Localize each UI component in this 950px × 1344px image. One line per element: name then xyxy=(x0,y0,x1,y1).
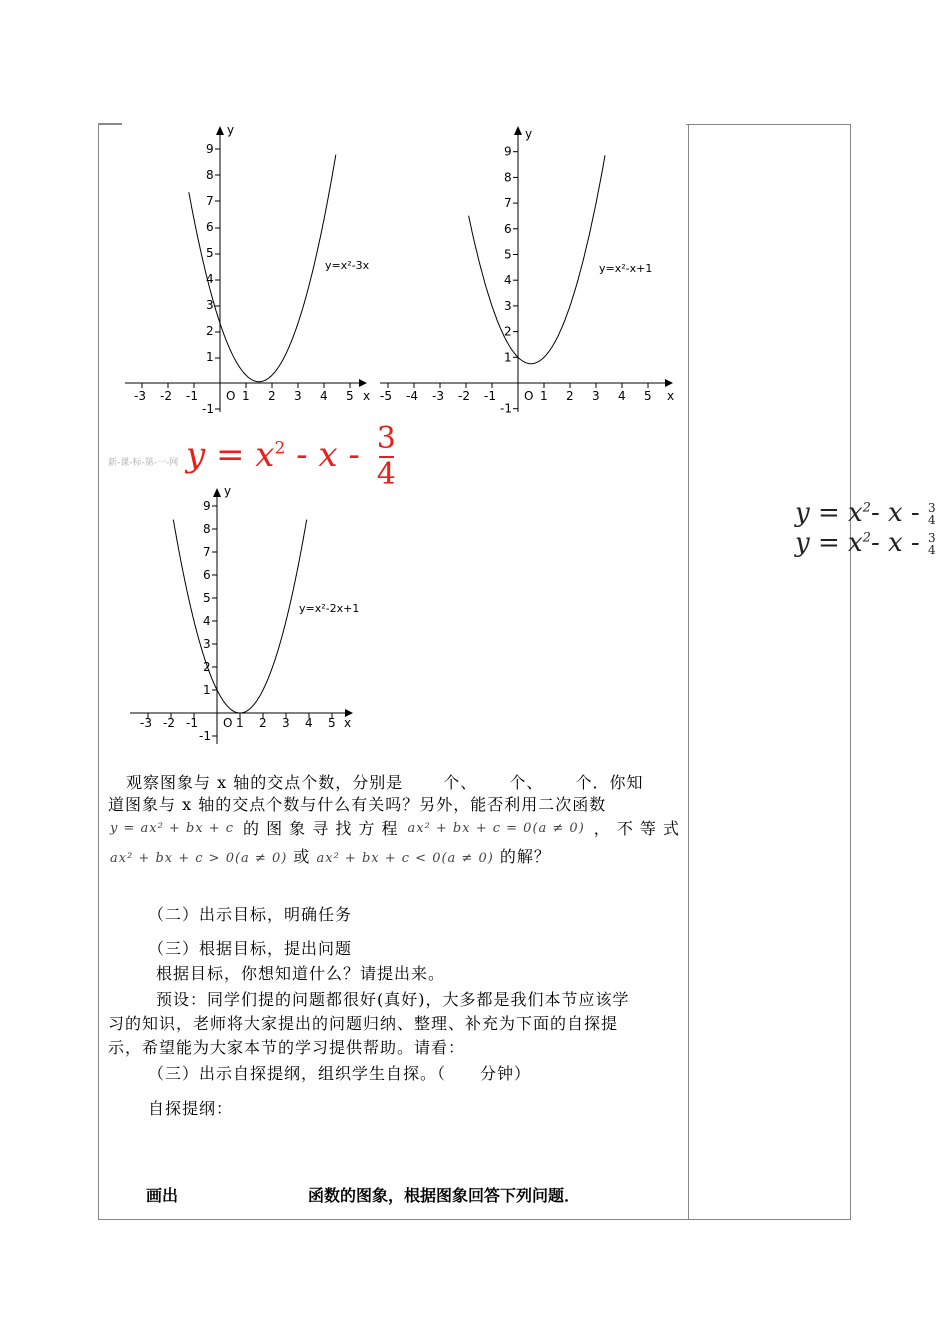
graph-3 xyxy=(125,484,365,754)
x-tick-label: -2 xyxy=(458,389,470,403)
line-text: ， 不 等 式 xyxy=(593,819,680,838)
y-tick-label: 3 xyxy=(504,298,512,313)
column-divider xyxy=(688,124,689,1220)
y-tick-label: 5 xyxy=(206,246,214,260)
y-tick-label: 9 xyxy=(203,499,211,513)
y-tick-label: 2 xyxy=(206,324,214,338)
top-border-right xyxy=(686,124,689,125)
formula-mid: - x - xyxy=(285,435,371,475)
x-axis-label: x xyxy=(667,389,675,403)
formula-exponent: 2 xyxy=(274,438,286,459)
side-formula-exp: 2 xyxy=(862,500,871,516)
x-tick-label: 3 xyxy=(282,716,290,730)
x-tick-label: 1 xyxy=(242,389,250,403)
x-tick-label: -3 xyxy=(140,716,152,730)
x-tick-label: 4 xyxy=(305,716,313,730)
y-tick-label: 4 xyxy=(504,273,512,288)
x-tick-label: 2 xyxy=(566,389,574,403)
draw-label-right: 函数的图象，根据图象回答下列问题． xyxy=(308,1186,581,1205)
y-tick-label: 4 xyxy=(206,272,214,286)
x-tick-label: 1 xyxy=(236,716,244,730)
y-tick-label: 7 xyxy=(203,545,211,559)
graph-label: y=x²-2x+1 xyxy=(299,602,360,615)
x-tick-label: -2 xyxy=(160,389,172,403)
highlighted-formula xyxy=(186,422,396,492)
y-tick-label: 2 xyxy=(504,324,512,339)
y-tick-label: 5 xyxy=(203,591,211,605)
draw-label-left: 画出 xyxy=(146,1186,179,1205)
y-tick-label: 8 xyxy=(206,168,214,182)
x-tick-label: 2 xyxy=(268,389,276,403)
y-tick-label: 1 xyxy=(203,683,211,697)
side-formula-exp: 2 xyxy=(862,530,871,546)
formula-fraction xyxy=(377,422,396,492)
paragraph-line-3 xyxy=(110,818,680,840)
math-equation: ax² + bx + c = 0(a ≠ 0) xyxy=(407,821,585,836)
x-axis-label: x xyxy=(363,389,371,403)
side-formula-2 xyxy=(795,528,936,558)
y-tick-label: 1 xyxy=(206,350,214,364)
y-tick-label: 6 xyxy=(206,220,214,234)
side-formula-1 xyxy=(795,498,936,528)
math-inequality-2: ax² + bx + c < 0(a ≠ 0) xyxy=(316,851,494,866)
x-tick-label: O xyxy=(223,716,233,730)
y-tick-label: 8 xyxy=(203,522,211,536)
x-tick-label: 4 xyxy=(320,389,328,403)
y-axis-label: y xyxy=(525,127,533,141)
y-tick-label: 6 xyxy=(203,568,211,582)
y-tick-label: 3 xyxy=(206,298,214,312)
x-tick-label: 3 xyxy=(294,389,302,403)
x-tick-label: O xyxy=(226,389,236,403)
y-tick-label: -1 xyxy=(500,401,512,416)
side-den: 4 xyxy=(927,543,936,557)
x-tick-label: 5 xyxy=(328,716,336,730)
x-tick-label: -3 xyxy=(432,389,444,403)
x-tick-label: -4 xyxy=(406,389,418,403)
y-tick-label: 7 xyxy=(206,194,214,208)
side-formula-rest: - x - xyxy=(870,498,920,528)
formula-lhs: y = x xyxy=(186,435,275,475)
section-text-3: 根据目标，你想知道什么？请提出来。 xyxy=(156,964,446,983)
graph-label: y=x²-3x xyxy=(325,259,370,272)
outline-label: 自探提纲： xyxy=(148,1099,234,1118)
x-tick-label: 4 xyxy=(618,389,626,403)
x-tick-label: -3 xyxy=(134,389,146,403)
x-tick-label: 1 xyxy=(540,389,548,403)
y-tick-label: 1 xyxy=(504,350,512,365)
line-text: 的 图 象 寻 找 方 程 xyxy=(243,819,399,838)
fraction-denominator: 4 xyxy=(376,457,396,492)
y-tick-label: 5 xyxy=(504,247,512,262)
preset-line-2: 习的知识，老师将大家提出的问题归纳、整理、补充为下面的自探提 xyxy=(108,1014,619,1033)
paragraph-line-1: 观察图象与 x 轴的交点个数，分别是 个、 个、 个．你知 xyxy=(126,773,644,792)
y-tick-label: -1 xyxy=(199,729,211,743)
y-tick-label: -1 xyxy=(202,402,214,416)
x-tick-label: 5 xyxy=(644,389,652,403)
y-tick-label: 6 xyxy=(504,221,512,236)
section-heading-3: （三）根据目标，提出问题 xyxy=(148,939,353,958)
x-tick-label: 5 xyxy=(346,389,354,403)
side-formula-text: y = x xyxy=(795,528,863,558)
line-text: 或 xyxy=(293,847,311,866)
section-heading-2: （二）出示目标，明确任务 xyxy=(148,905,353,924)
x-tick-label: -5 xyxy=(380,389,392,403)
x-tick-label: -1 xyxy=(484,389,496,403)
y-tick-label: 9 xyxy=(206,142,214,156)
preset-line-3: 示，希望能为大家本节的学习提供帮助。请看： xyxy=(108,1038,466,1057)
graph-label: y=x²-x+1 xyxy=(599,262,653,275)
side-num: 3 xyxy=(927,501,936,515)
line-text: 的解？ xyxy=(499,847,551,866)
y-tick-label: 2 xyxy=(203,660,211,674)
paragraph-line-2: 道图象与 x 轴的交点个数与什么有关吗？另外，能否利用二次函数 xyxy=(108,795,607,814)
side-formula-rest: - x - xyxy=(870,528,920,558)
math-inequality-1: ax² + bx + c > 0(a ≠ 0) xyxy=(110,851,288,866)
y-axis-label: y xyxy=(227,123,235,137)
paragraph-line-4 xyxy=(110,846,551,870)
y-tick-label: 4 xyxy=(203,614,211,628)
side-num: 3 xyxy=(927,531,936,545)
top-border-left xyxy=(98,123,122,124)
graph-2 xyxy=(375,122,685,422)
side-den: 4 xyxy=(927,513,936,527)
watermark: 新-课-标-第-一-网 xyxy=(108,458,179,468)
fraction-numerator: 3 xyxy=(376,421,396,456)
y-tick-label: 7 xyxy=(504,196,512,211)
preset-line-1: 预设：同学们提的问题都很好(真好)，大多都是我们本节应该学 xyxy=(156,990,630,1009)
y-tick-label: 8 xyxy=(504,170,512,185)
x-tick-label: O xyxy=(524,389,534,403)
x-tick-label: -1 xyxy=(186,716,198,730)
x-tick-label: -1 xyxy=(186,389,198,403)
x-tick-label: 3 xyxy=(592,389,600,403)
x-tick-label: -2 xyxy=(163,716,175,730)
section-heading-4: （三）出示自探提纲，组织学生自探。（ 分钟） xyxy=(148,1064,532,1083)
side-formula-text: y = x xyxy=(795,498,863,528)
y-tick-label: 3 xyxy=(203,637,211,651)
math-function: y = ax² + bx + c xyxy=(110,821,235,836)
x-axis-label: x xyxy=(344,716,352,730)
y-tick-label: 9 xyxy=(504,144,512,159)
graph-1 xyxy=(120,122,375,422)
y-axis-label: y xyxy=(224,484,232,498)
x-tick-label: 2 xyxy=(259,716,267,730)
